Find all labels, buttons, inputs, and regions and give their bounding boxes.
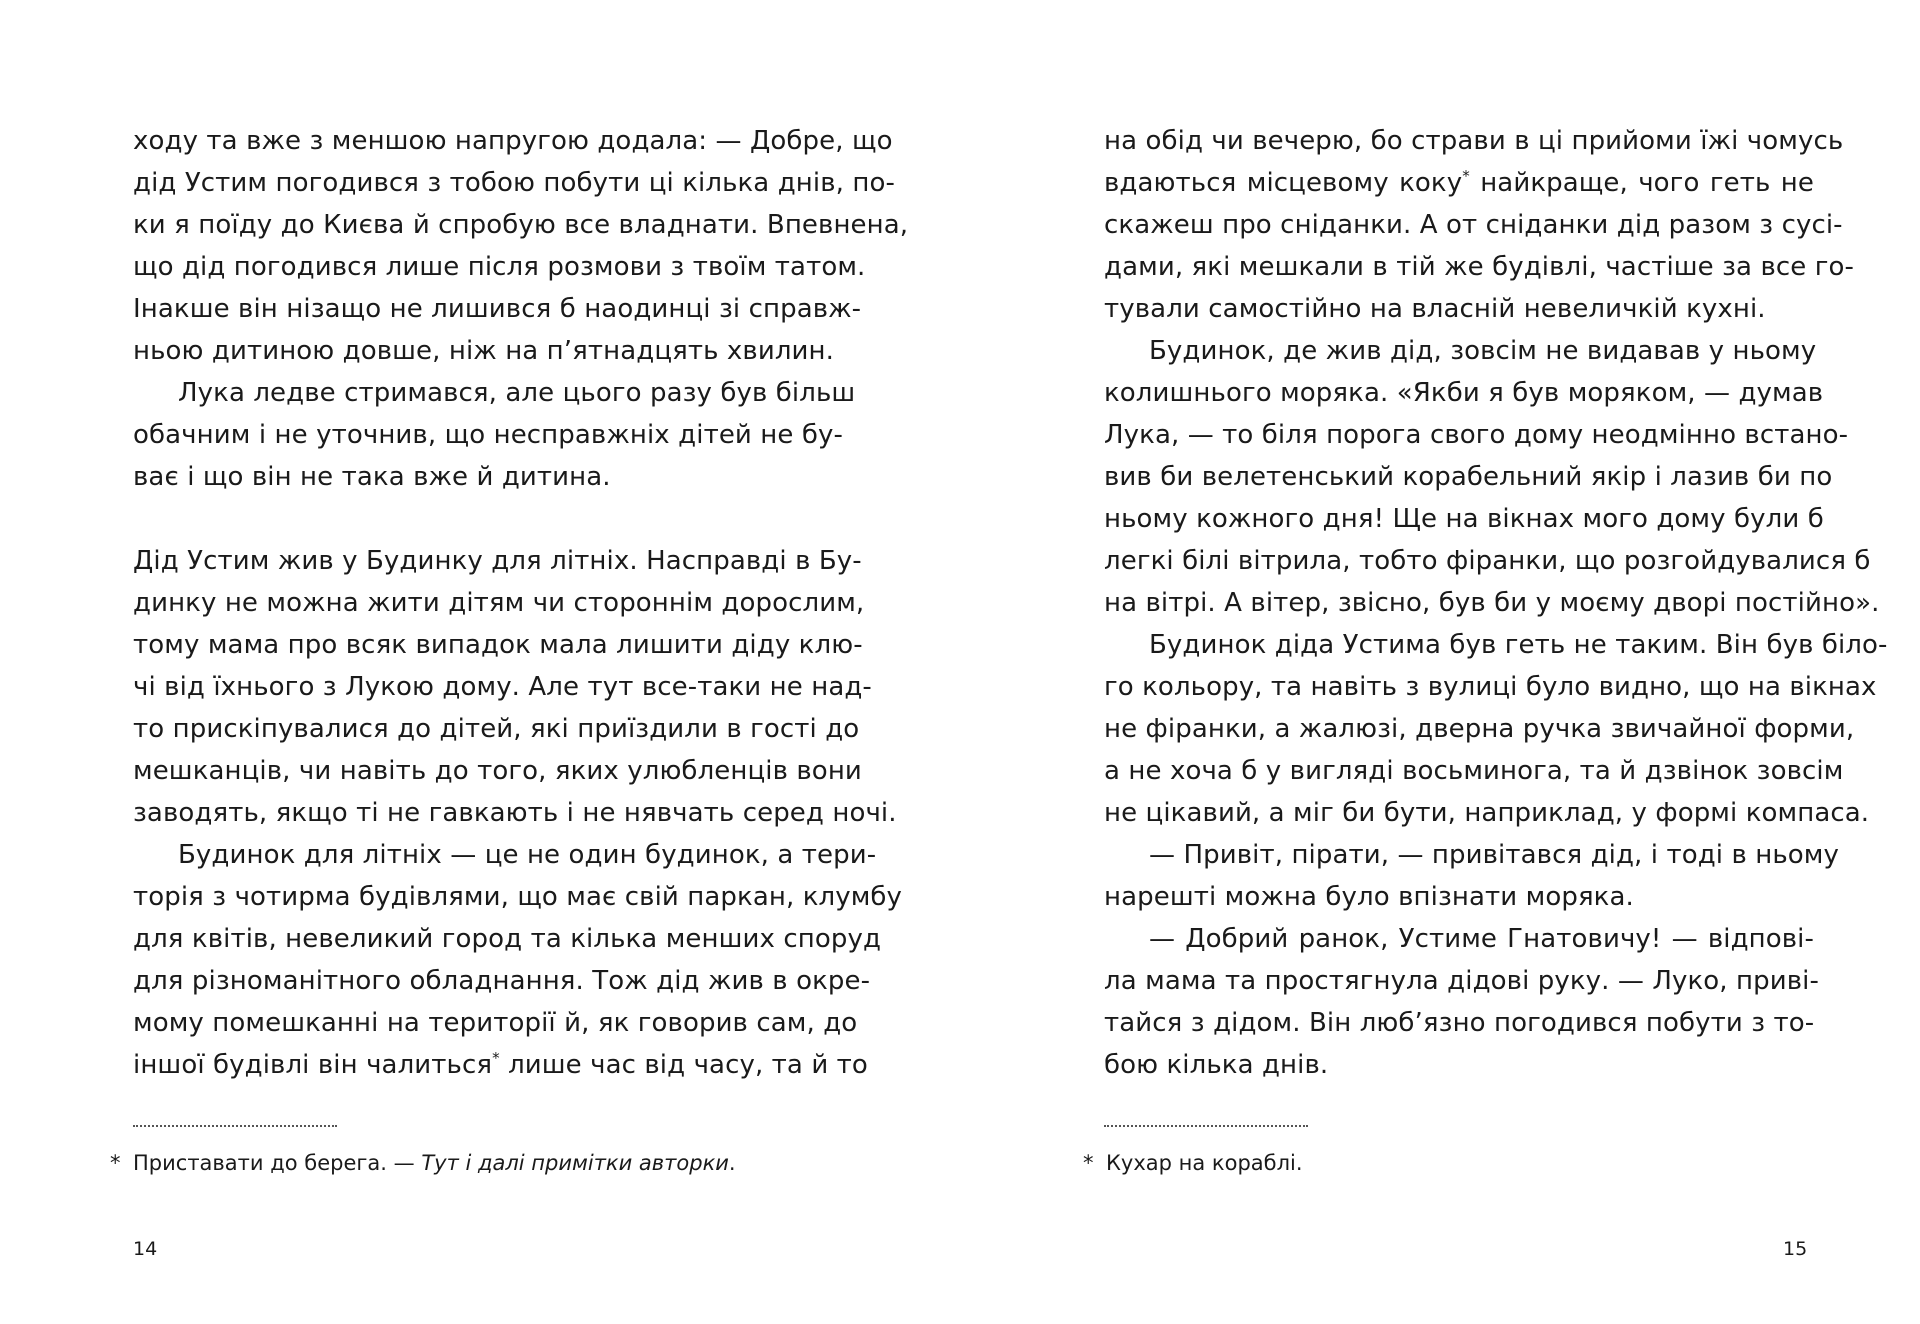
page-number: 14	[133, 1238, 158, 1260]
text-line: Будинок діда Устима був геть не таким. Він був біло-	[1149, 630, 1888, 660]
right-page	[960, 0, 1920, 1324]
footnote-text: Приставати до берега. —	[133, 1151, 422, 1175]
paragraph	[1104, 834, 1840, 918]
text-line: Будинок, де жив дід, зовсім не видавав у ньому	[1149, 336, 1817, 366]
footnote-separator	[1104, 1125, 1308, 1127]
text-line: на обід чи вечерю, бо страви в ці прийоми їжі чомусь	[1104, 126, 1844, 156]
text-line: бою кілька днів.	[1104, 1050, 1329, 1080]
footnote-text: Кухар на кораблі.	[1106, 1151, 1303, 1175]
right-page-body	[1104, 120, 1888, 1086]
text-line: ходу та вже з меншою напругою додала: — Добре, що	[133, 126, 893, 156]
text-line: динку не можна жити дітям чи стороннім дорослим,	[133, 588, 865, 618]
text-line: го кольору, та навіть з вулиці було видно, що на вікнах	[1104, 672, 1877, 702]
text-line: Інакше він нізащо не лишився б наодинці зі справж-	[133, 294, 862, 324]
footnote-separator	[133, 1125, 337, 1127]
text-line: не цікавий, а міг би бути, наприклад, у формі компаса.	[1104, 798, 1870, 828]
paragraph	[1104, 918, 1819, 1086]
text-line: обачним і не уточнив, що несправжніх дітей не бу-	[133, 420, 843, 450]
text-line: для різноманітного обладнання. Тож дід жив в окре-	[133, 966, 871, 996]
text-line: скажеш про сніданки. А от сніданки дід разом з сусі-	[1104, 210, 1843, 240]
footnote-reference: *	[1462, 167, 1470, 185]
text-line: мому помешканні на території й, як говорив сам, до	[133, 1008, 858, 1038]
text-line: нарешті можна було впізнати моряка.	[1104, 882, 1634, 912]
text-line: Лука, — то біля порога свого дому неодмінно встано-	[1104, 420, 1849, 450]
text-line	[133, 1044, 868, 1086]
paragraph	[133, 120, 909, 372]
text-line: вив би велетенський корабельний якір і лазив би по	[1104, 462, 1833, 492]
text-line: — Добрий ранок, Устиме Гнатовичу! — відпові-	[1149, 924, 1814, 954]
paragraph	[133, 834, 903, 1086]
text-line: на вітрі. А вітер, звісно, був би у моєму дворі постійно».	[1104, 588, 1880, 618]
footnote-reference: *	[492, 1049, 500, 1067]
text-line: торія з чотирма будівлями, що має свій паркан, клумбу	[133, 882, 903, 912]
text-line: чі від їхнього з Лукою дому. Але тут все-таки не над-	[133, 672, 872, 702]
text-segment: іншої будівлі він чалиться	[133, 1050, 493, 1080]
text-line: заводять, якщо ті не гавкають і не нявчать серед ночі.	[133, 798, 897, 828]
text-segment: вдаються місцевому коку	[1104, 168, 1463, 198]
text-line: легкі білі вітрила, тобто фіранки, що розгойдувалися б	[1104, 546, 1871, 576]
text-line: для квітів, невеликий город та кілька менших споруд	[133, 924, 882, 954]
text-segment: лише час від часу, та й то	[499, 1050, 868, 1080]
text-line: колишнього моряка. «Якби я був моряком, — думав	[1104, 378, 1824, 408]
paragraph	[1104, 330, 1880, 624]
left-page-body	[133, 120, 909, 1086]
paragraph	[1104, 120, 1854, 330]
text-line: Лука ледве стримався, але цього разу був більш	[178, 378, 856, 408]
text-line: дами, які мешкали в тій же будівлі, частіше за все го-	[1104, 252, 1854, 282]
paragraph	[133, 540, 897, 834]
text-line: ньому кожного дня! Ще на вікнах мого дому були б	[1104, 504, 1824, 534]
footnote	[1083, 1148, 1303, 1178]
paragraph	[133, 372, 856, 498]
text-line: ла мама та простягнула дідові руку. — Луко, приві-	[1104, 966, 1819, 996]
footnote	[110, 1148, 736, 1178]
text-line: — Привіт, пірати, — привітався дід, і тоді в ньому	[1149, 840, 1840, 870]
text-line: мешканців, чи навіть до того, яких улюбленців вони	[133, 756, 862, 786]
text-line: ньою дитиною довше, ніж на п’ятнадцять хвилин.	[133, 336, 835, 366]
text-line: дід Устим погодився з тобою побути ці кілька днів, по-	[133, 168, 895, 198]
text-line: а не хоча б у вигляді восьминога, та й дзвінок зовсім	[1104, 756, 1844, 786]
text-line	[1104, 162, 1814, 204]
paragraph	[1104, 624, 1888, 834]
text-line: тували самостійно на власній невеличкій кухні.	[1104, 294, 1766, 324]
text-line: ки я поїду до Києва й спробую все владнати. Впевнена,	[133, 210, 909, 240]
text-line: то прискіпувалися до дітей, які приїздили в гості до	[133, 714, 860, 744]
page-number: 15	[1783, 1238, 1808, 1260]
text-line: ває і що він не така вже й дитина.	[133, 462, 611, 492]
text-segment: найкраще, чого геть не	[1469, 168, 1814, 198]
text-line: що дід погодився лише після розмови з твоїм татом.	[133, 252, 866, 282]
text-line: Дід Устим жив у Будинку для літніх. Насправді в Бу-	[133, 546, 862, 576]
text-line: тайся з дідом. Він люб’язно погодився побути з то-	[1104, 1008, 1815, 1038]
section-break	[133, 498, 843, 540]
text-line: Будинок для літніх — це не один будинок, а тери-	[178, 840, 877, 870]
footnote-marker: *	[1083, 1151, 1094, 1175]
text-line: тому мама про всяк випадок мала лишити діду клю-	[133, 630, 863, 660]
footnote-italic-text: Тут і далі примітки авторки	[421, 1151, 729, 1175]
footnote-end: .	[728, 1151, 736, 1175]
footnote-marker: *	[110, 1151, 121, 1175]
text-line: не фіранки, а жалюзі, дверна ручка звичайної форми,	[1104, 714, 1855, 744]
